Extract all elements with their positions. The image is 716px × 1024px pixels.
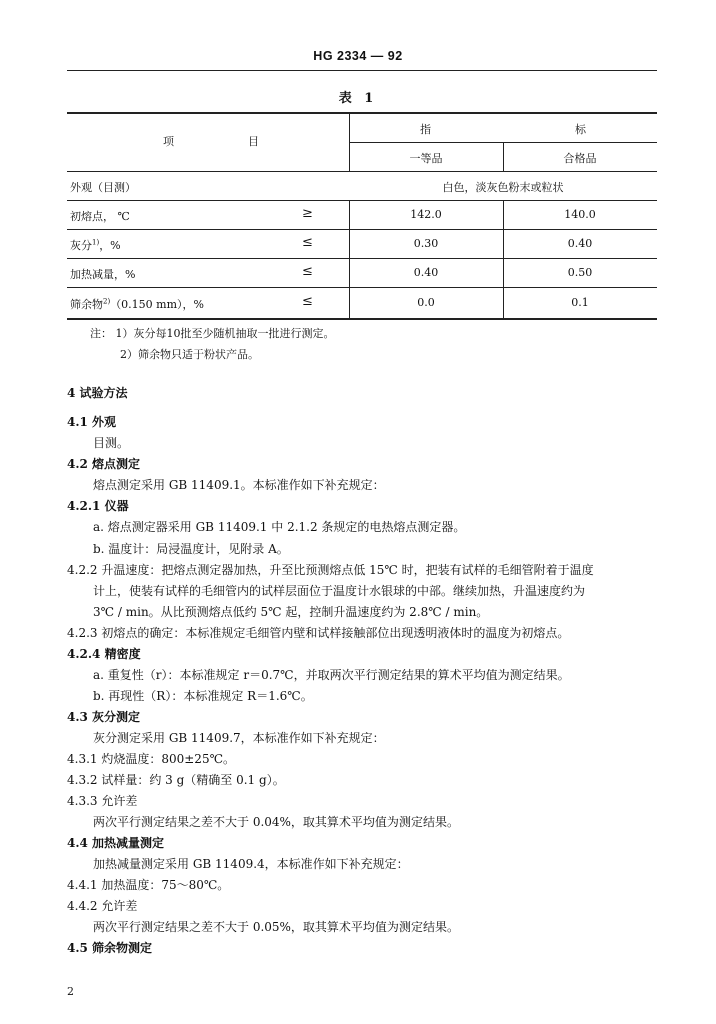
table-merged-value: 白色，淡灰色粉末或粒状	[442, 181, 564, 194]
table-head-index: 指	[420, 123, 431, 136]
table-row-rule	[67, 287, 657, 288]
table-row-operator: ≥	[302, 206, 313, 221]
footnote-marker: 2)	[103, 297, 111, 306]
table-row-rule	[67, 200, 657, 201]
section-heading: 4.2 熔点测定	[67, 457, 141, 471]
table-head-grade-qualified: 合格品	[563, 152, 597, 165]
table-top-rule	[67, 112, 657, 114]
paragraph: 4.3.1 灼烧温度：800±25℃。	[67, 752, 236, 766]
table-head-item: 项	[163, 135, 174, 148]
table-value-grade-first: 0.40	[413, 266, 439, 279]
paragraph: 计上，使装有试样的毛细管内的试样层面位于温度计水银球的中部。继续加热，升温速度约为	[93, 584, 586, 598]
section-heading: 4.5 筛余物测定	[67, 941, 153, 955]
table-note: 注： 1）灰分每10批至少随机抽取一批进行测定。	[90, 327, 335, 340]
page-number: 2	[67, 985, 74, 998]
table-row-operator: ≤	[302, 264, 313, 279]
table-note: 2）筛余物只适于粉状产品。	[120, 348, 259, 361]
table-value-grade-qualified: 140.0	[564, 208, 596, 221]
paragraph: 加热减量测定采用 GB 11409.4，本标准作如下补充规定：	[93, 857, 409, 871]
section-heading: 4 试验方法	[67, 386, 128, 400]
table-row-operator: ≤	[302, 294, 313, 309]
table-head-index-2: 标	[575, 123, 586, 136]
table-row-item	[70, 296, 204, 312]
table-head-grade-first: 一等品	[409, 152, 443, 165]
footnote-marker: 1)	[92, 238, 100, 247]
item-unit: ，%	[99, 239, 121, 252]
table-header-bottom-rule	[67, 171, 657, 172]
paragraph: 4.3.3 允许差	[67, 794, 138, 808]
table-row-operator: ≤	[302, 235, 313, 250]
item-label: 灰分	[70, 239, 92, 252]
table-value-grade-qualified: 0.1	[571, 296, 589, 309]
table-value-grade-first: 142.0	[410, 208, 442, 221]
paragraph: 目测。	[93, 436, 130, 450]
paragraph: 4.2.2 升温速度：把熔点测定器加热，升至比预测熔点低 15℃ 时，把装有试样的毛细管附着于温度	[67, 563, 594, 577]
table-row-rule	[67, 258, 657, 259]
section-heading: 4.1 外观	[67, 415, 117, 429]
paragraph: 4.4.1 加热温度：75～80℃。	[67, 878, 230, 892]
header-rule	[67, 70, 657, 71]
table-value-grade-qualified: 0.40	[567, 237, 593, 250]
paragraph: 灰分测定采用 GB 11409.7，本标准作如下补充规定：	[93, 731, 385, 745]
item-unit: （0.150 mm），%	[110, 298, 204, 311]
section-heading: 4.2.1 仪器	[67, 499, 129, 513]
table-row-item: 外观（目测）	[70, 181, 136, 194]
table-row-item: 加热减量，%	[70, 268, 136, 281]
table-row-rule	[67, 229, 657, 230]
paragraph: 两次平行测定结果之差不大于 0.05%，取其算术平均值为测定结果。	[93, 920, 459, 934]
document-code-header: HG 2334 — 92	[313, 49, 403, 63]
list-item: a. 熔点测定器采用 GB 11409.1 中 2.1.2 条规定的电热熔点测定器。	[93, 520, 466, 534]
section-heading: 4.2.4 精密度	[67, 647, 141, 661]
table-row-item: 初熔点， ℃	[70, 210, 130, 223]
paragraph: 两次平行测定结果之差不大于 0.04%，取其算术平均值为测定结果。	[93, 815, 459, 829]
section-heading: 4.4 加热减量测定	[67, 836, 165, 850]
paragraph: 4.4.2 允许差	[67, 899, 138, 913]
table-title: 表 1	[338, 91, 378, 106]
paragraph: 熔点测定采用 GB 11409.1。本标准作如下补充规定：	[93, 478, 385, 492]
list-item: b. 再现性（R）：本标准规定 R＝1.6℃。	[93, 689, 313, 703]
item-label: 筛余物	[70, 298, 103, 311]
table-value-grade-qualified: 0.50	[567, 266, 593, 279]
table-value-grade-first: 0.0	[417, 296, 435, 309]
list-item: a. 重复性（r）：本标准规定 r＝0.7℃，并取两次平行测定结果的算术平均值为测定结果。	[93, 668, 570, 682]
paragraph: 3℃ / min。从比预测熔点低约 5℃ 起，控制升温速度约为 2.8℃ / min。	[93, 605, 489, 619]
list-item: b. 温度计：局浸温度计，见附录 A。	[93, 542, 289, 556]
section-heading: 4.3 灰分测定	[67, 710, 141, 724]
table-bottom-rule	[67, 318, 657, 320]
paragraph: 4.2.3 初熔点的确定：本标准规定毛细管内壁和试样接触部位出现透明液体时的温度为初熔点。	[67, 626, 570, 640]
paragraph: 4.3.2 试样量：约 3 g（精确至 0.1 g）。	[67, 773, 285, 787]
table-head-item-2: 目	[248, 135, 259, 148]
table-value-grade-first: 0.30	[413, 237, 439, 250]
table-row-item	[70, 237, 121, 253]
